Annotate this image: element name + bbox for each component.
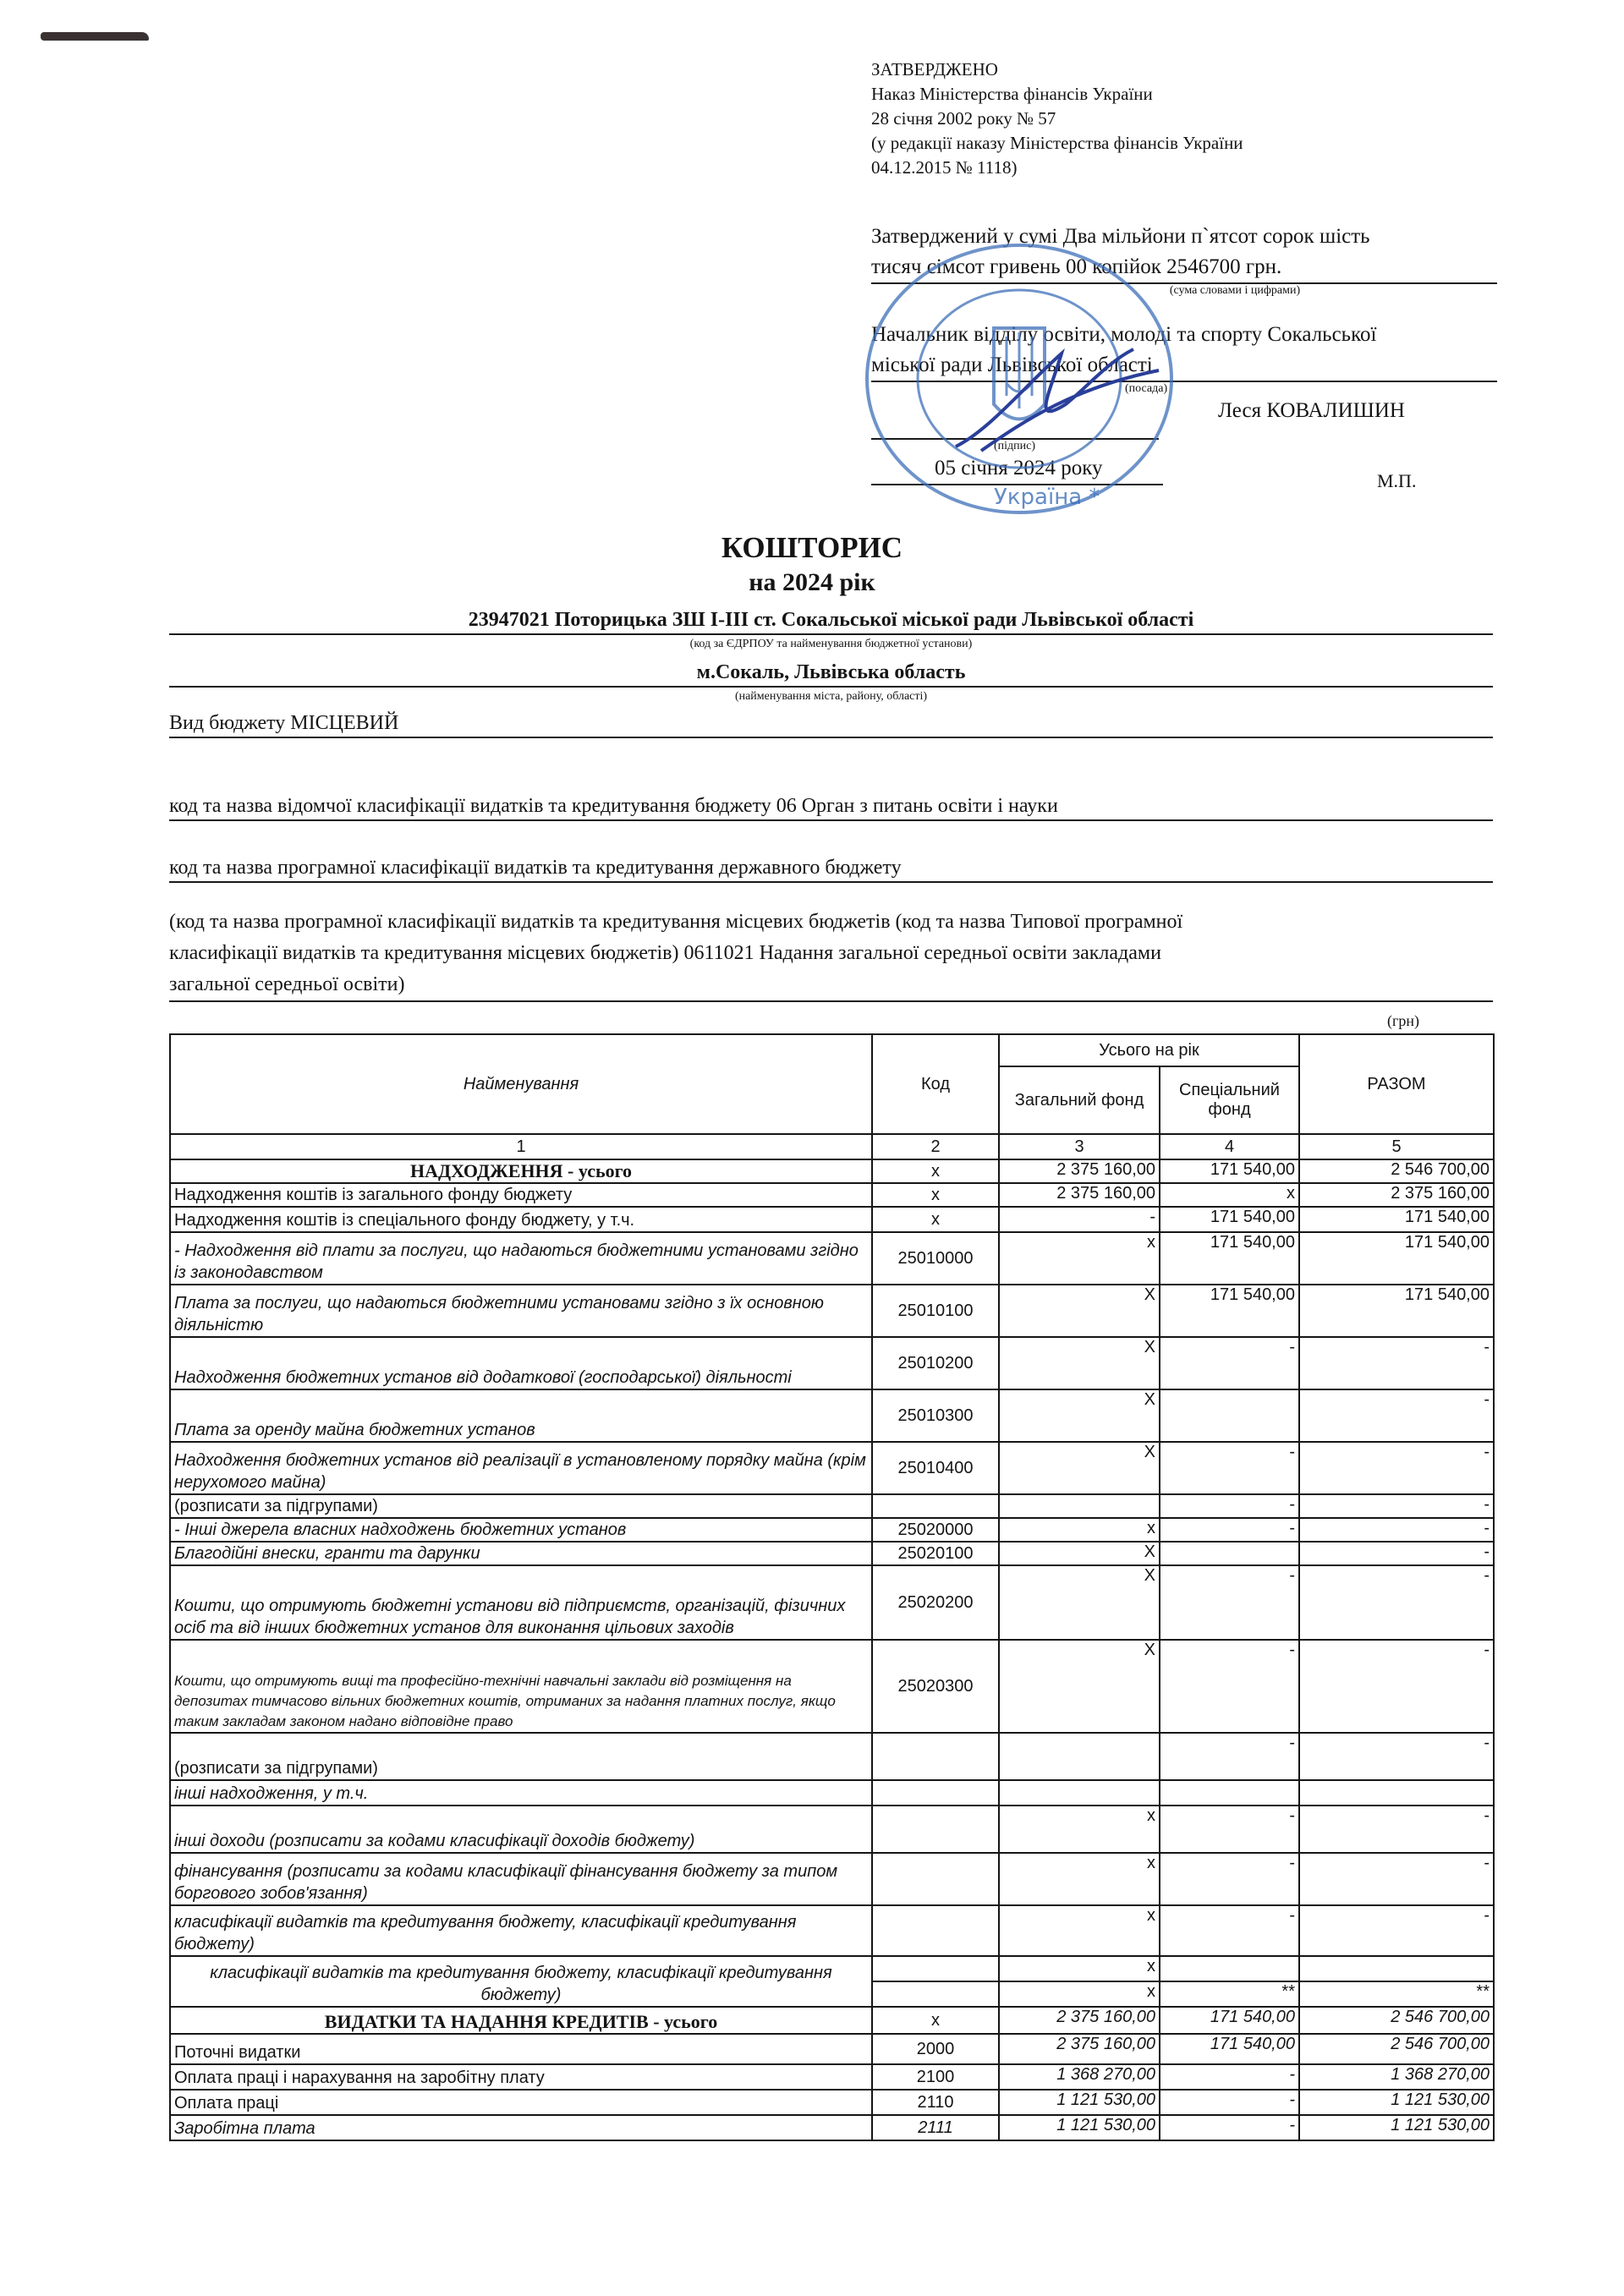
departmental-classification: код та назва відомчої класифікації видатків та кредитування бюджету 06 Орган з питань освіти і науки (169, 795, 1493, 821)
table-row (170, 1542, 1494, 1565)
row-code: 2100 (872, 2064, 999, 2090)
row-general-fund: Х (999, 1565, 1160, 1640)
budget-type: Вид бюджету МІСЦЕВИЙ (169, 712, 1493, 738)
row-total: 1 121 530,00 (1299, 2115, 1494, 2140)
row-special-fund: - (1160, 1640, 1299, 1733)
row-code (872, 1981, 999, 2007)
row-name: - Інші джерела власних надходжень бюджетних установ (170, 1518, 872, 1542)
row-general-fund: х (999, 1956, 1160, 1981)
approved-sum-line2: тисяч сімсот гривень 00 копійок 2546700 грн. (871, 252, 1497, 284)
row-code: 25020300 (872, 1640, 999, 1733)
row-name: Надходження бюджетних установ від додаткової (господарської) діяльності (170, 1337, 872, 1389)
row-general-fund: 2 375 160,00 (999, 1159, 1160, 1183)
row-name: Надходження коштів із загального фонду бюджету (170, 1183, 872, 1207)
table-row (170, 2115, 1494, 2140)
row-special-fund: ** (1160, 1981, 1299, 2007)
row-general-fund: Х (999, 1389, 1160, 1442)
table-row (170, 1337, 1494, 1389)
row-general-fund: Х (999, 1285, 1160, 1337)
signature-caption: (підпис) (994, 440, 1036, 452)
row-name: Плата за послуги, що надаються бюджетними установами згідно з їх основною діяльністю (170, 1285, 872, 1337)
row-special-fund: 171 540,00 (1160, 2034, 1299, 2064)
row-special-fund: 171 540,00 (1160, 1285, 1299, 1337)
row-total: - (1299, 1853, 1494, 1905)
row-special-fund: - (1160, 1337, 1299, 1389)
approval-line: 04.12.2015 № 1118) (871, 157, 1018, 178)
row-name: Заробітна плата (170, 2115, 872, 2140)
col-number: 4 (1160, 1134, 1299, 1159)
row-total: - (1299, 1733, 1494, 1780)
row-special-fund (1160, 1956, 1299, 1981)
row-total: - (1299, 1806, 1494, 1853)
row-name: Поточні видатки (170, 2034, 872, 2064)
table-row (170, 1733, 1494, 1780)
row-code: 25020100 (872, 1542, 999, 1565)
col-number: 1 (170, 1134, 872, 1159)
approval-header (871, 58, 1243, 180)
col-number: 3 (999, 1134, 1160, 1159)
approved-sum-caption: (сума словами і цифрами) (1169, 284, 1301, 297)
row-general-fund: х (999, 1232, 1160, 1285)
row-special-fund: 171 540,00 (1160, 2007, 1299, 2034)
location-field (169, 661, 1493, 704)
row-general-fund: Х (999, 1640, 1160, 1733)
row-special-fund: - (1160, 1494, 1299, 1518)
seal-place-label: М.П. (1377, 470, 1417, 491)
row-name: - Надходження від плати за послуги, що надаються бюджетними установами згідно із законодавством (170, 1232, 872, 1285)
row-total: 171 540,00 (1299, 1232, 1494, 1285)
col-number: 5 (1299, 1134, 1494, 1159)
row-code (872, 1780, 999, 1806)
row-code: 2110 (872, 2090, 999, 2115)
row-code (872, 1733, 999, 1780)
row-special-fund: - (1160, 1806, 1299, 1853)
approved-sum-line1: Затверджений у сумі Два мільйони п`ятсот сорок шість (871, 225, 1370, 248)
scan-artifact-mark (41, 32, 149, 41)
row-total: - (1299, 1565, 1494, 1640)
table-row (170, 1389, 1494, 1442)
row-special-fund: - (1160, 2115, 1299, 2140)
approval-line: 28 січня 2002 року № 57 (871, 108, 1056, 129)
row-special-fund: - (1160, 2064, 1299, 2090)
row-name: Надходження коштів із спеціального фонду бюджету, у т.ч. (170, 1207, 872, 1232)
approval-line: (у редакції наказу Міністерства фінансів України (871, 133, 1243, 153)
position-line2: міської ради Львівської області (871, 350, 1497, 382)
table-row (170, 1518, 1494, 1542)
row-code: 2000 (872, 2034, 999, 2064)
col-number: 2 (872, 1134, 999, 1159)
row-general-fund: х (999, 1806, 1160, 1853)
header-general-fund: Загальний фонд (999, 1066, 1160, 1134)
row-code: 25020000 (872, 1518, 999, 1542)
approval-line: ЗАТВЕРДЖЕНО (871, 59, 998, 79)
row-total: 1 368 270,00 (1299, 2064, 1494, 2090)
institution-name: 23947021 Поторицька ЗШ І-ІІІ ст. Сокальської міської ради Львівської області (169, 609, 1493, 635)
table-row (170, 1285, 1494, 1337)
row-general-fund: 2 375 160,00 (999, 2007, 1160, 2034)
row-special-fund: - (1160, 1518, 1299, 1542)
row-code: 25010200 (872, 1337, 999, 1389)
header-code: Код (872, 1034, 999, 1134)
row-total: - (1299, 1337, 1494, 1389)
row-total: - (1299, 1442, 1494, 1494)
row-general-fund: 2 375 160,00 (999, 1183, 1160, 1207)
official-stamp-icon (854, 235, 1184, 518)
table-row (170, 2090, 1494, 2115)
row-name: класифікації видатків та кредитування бюджету, класифікації кредитування бюджету) (170, 1956, 872, 2007)
row-code (872, 1494, 999, 1518)
row-name: (розписати за підгрупами) (170, 1494, 872, 1518)
row-total: 171 540,00 (1299, 1285, 1494, 1337)
row-total: - (1299, 1494, 1494, 1518)
row-name: Благодійні внески, гранти та дарунки (170, 1542, 872, 1565)
header-total: РАЗОМ (1299, 1034, 1494, 1134)
row-special-fund: - (1160, 1853, 1299, 1905)
row-name: Плата за оренду майна бюджетних установ (170, 1389, 872, 1442)
document-title: КОШТОРИС (721, 531, 903, 564)
table-row (170, 1159, 1494, 1183)
row-code: 25010300 (872, 1389, 999, 1442)
row-name: інші надходження, у т.ч. (170, 1780, 872, 1806)
table-row (170, 1780, 1494, 1806)
row-name: НАДХОДЖЕННЯ - усього (170, 1159, 872, 1183)
position-caption: (посада) (1125, 382, 1168, 395)
budget-table (169, 1033, 1495, 2141)
table-row (170, 1853, 1494, 1905)
row-special-fund: - (1160, 1733, 1299, 1780)
institution-caption: (код за ЄДРПОУ та найменування бюджетної установи) (689, 638, 973, 650)
row-code: х (872, 2007, 999, 2034)
row-name: Оплата праці і нарахування на заробітну плату (170, 2064, 872, 2090)
row-name: класифікації видатків та кредитування бюджету, класифікації кредитування бюджету) (170, 1905, 872, 1956)
row-code: 2111 (872, 2115, 999, 2140)
row-total: 2 546 700,00 (1299, 2034, 1494, 2064)
stamp-text: Україна * (994, 485, 1100, 510)
row-code: 25010400 (872, 1442, 999, 1494)
row-special-fund: - (1160, 1905, 1299, 1956)
row-general-fund: 2 375 160,00 (999, 2034, 1160, 2064)
row-special-fund (1160, 1780, 1299, 1806)
row-total: 1 121 530,00 (1299, 2090, 1494, 2115)
approval-date: 05 січня 2024 року (871, 453, 1163, 485)
signer-name: Леся КОВАЛИШИН (1218, 399, 1405, 422)
row-total: ** (1299, 1981, 1494, 2007)
table-row (170, 1232, 1494, 1285)
row-special-fund: 171 540,00 (1160, 1207, 1299, 1232)
row-code (872, 1956, 999, 1981)
row-general-fund (999, 1494, 1160, 1518)
row-general-fund: Х (999, 1337, 1160, 1389)
row-special-fund: - (1160, 1565, 1299, 1640)
table-row (170, 1494, 1494, 1518)
row-name: Надходження бюджетних установ від реалізації в установленому порядку майна (крім нерухомого майна) (170, 1442, 872, 1494)
row-general-fund: 1 121 530,00 (999, 2090, 1160, 2115)
row-general-fund: 1 121 530,00 (999, 2115, 1160, 2140)
local-program-line: загальної середньої освіти) (169, 973, 405, 995)
row-code (872, 1853, 999, 1905)
row-total: 2 546 700,00 (1299, 2007, 1494, 2034)
table-row (170, 2034, 1494, 2064)
row-code: х (872, 1183, 999, 1207)
row-total (1299, 1956, 1494, 1981)
table-row (170, 1442, 1494, 1494)
row-total: 171 540,00 (1299, 1207, 1494, 1232)
table-row (170, 1905, 1494, 1956)
row-general-fund: х (999, 1853, 1160, 1905)
table-row (170, 2064, 1494, 2090)
table-row (170, 1806, 1494, 1853)
row-general-fund: - (999, 1207, 1160, 1232)
row-name: ВИДАТКИ ТА НАДАННЯ КРЕДИТІВ - усього (170, 2007, 872, 2034)
row-code: х (872, 1207, 999, 1232)
table-row (170, 2007, 1494, 2034)
approval-line: Наказ Міністерства фінансів України (871, 84, 1153, 104)
row-special-fund: х (1160, 1183, 1299, 1207)
currency-unit: (грн) (1387, 1012, 1420, 1029)
header-name: Найменування (170, 1034, 872, 1134)
local-program-line: (код та назва програмної класифікації видатків та кредитування місцевих бюджетів (код та назва Типової програмної (169, 911, 1183, 933)
row-name: Кошти, що отримують бюджетні установи від підприємств, організацій, фізичних осіб та від інших бюджетних установ для виконання цільових заходів (170, 1565, 872, 1640)
position-line1: Начальник відділу освіти, молоді та спорту Сокальської (871, 323, 1377, 346)
location-name: м.Сокаль, Львівська область (169, 661, 1493, 688)
row-code (872, 1905, 999, 1956)
row-name: Оплата праці (170, 2090, 872, 2115)
row-general-fund: 1 368 270,00 (999, 2064, 1160, 2090)
header-year-total: Усього на рік (999, 1034, 1299, 1066)
row-total (1299, 1780, 1494, 1806)
document-subtitle: на 2024 рік (749, 568, 875, 596)
row-name: Кошти, що отримують вищі та професійно-технічні навчальні заклади від розміщення на депозитах тимчасово вільних бюджетних коштів, отриманих за надання платних послуг, якщо таким закладам законом надано відповідне право (170, 1640, 872, 1733)
row-special-fund: 171 540,00 (1160, 1159, 1299, 1183)
institution-field (169, 609, 1493, 651)
table-row (170, 1565, 1494, 1640)
row-total: - (1299, 1518, 1494, 1542)
row-general-fund (999, 1733, 1160, 1780)
row-general-fund (999, 1780, 1160, 1806)
row-code (872, 1806, 999, 1853)
row-general-fund: х (999, 1905, 1160, 1956)
local-program-classification (169, 907, 1493, 1002)
row-total: - (1299, 1640, 1494, 1733)
row-special-fund (1160, 1542, 1299, 1565)
table-row (170, 1207, 1494, 1232)
row-name: інші доходи (розписати за кодами класифікації доходів бюджету) (170, 1806, 872, 1853)
row-name: (розписати за підгрупами) (170, 1733, 872, 1780)
table-row (170, 1956, 1494, 1981)
header-row (170, 1034, 1494, 1066)
row-special-fund: 171 540,00 (1160, 1232, 1299, 1285)
row-total: - (1299, 1905, 1494, 1956)
row-special-fund: - (1160, 2090, 1299, 2115)
row-general-fund: Х (999, 1442, 1160, 1494)
header-special-fund: Спеціальний фонд (1160, 1066, 1299, 1134)
row-general-fund: Х (999, 1542, 1160, 1565)
row-code: х (872, 1159, 999, 1183)
row-name: фінансування (розписати за кодами класифікації фінансування бюджету за типом боргового зобов'язання) (170, 1853, 872, 1905)
row-total: - (1299, 1389, 1494, 1442)
row-total: 2 546 700,00 (1299, 1159, 1494, 1183)
table-row (170, 1183, 1494, 1207)
row-code: 25010000 (872, 1232, 999, 1285)
row-general-fund: х (999, 1518, 1160, 1542)
row-code: 25020200 (872, 1565, 999, 1640)
location-caption: (найменування міста, району, області) (734, 690, 928, 703)
row-general-fund: х (999, 1981, 1160, 2007)
column-number-row (170, 1134, 1494, 1159)
row-total: 2 375 160,00 (1299, 1183, 1494, 1207)
row-code: 25010100 (872, 1285, 999, 1337)
state-program-classification: код та назва програмної класифікації видатків та кредитування державного бюджету (169, 857, 1493, 883)
row-special-fund (1160, 1389, 1299, 1442)
row-special-fund: - (1160, 1442, 1299, 1494)
signature-scribble (956, 349, 1159, 451)
row-total: - (1299, 1542, 1494, 1565)
local-program-line: класифікації видатків та кредитування місцевих бюджетів) 0611021 Надання загальної середньої освіти закладами (169, 942, 1161, 964)
table-row (170, 1640, 1494, 1733)
